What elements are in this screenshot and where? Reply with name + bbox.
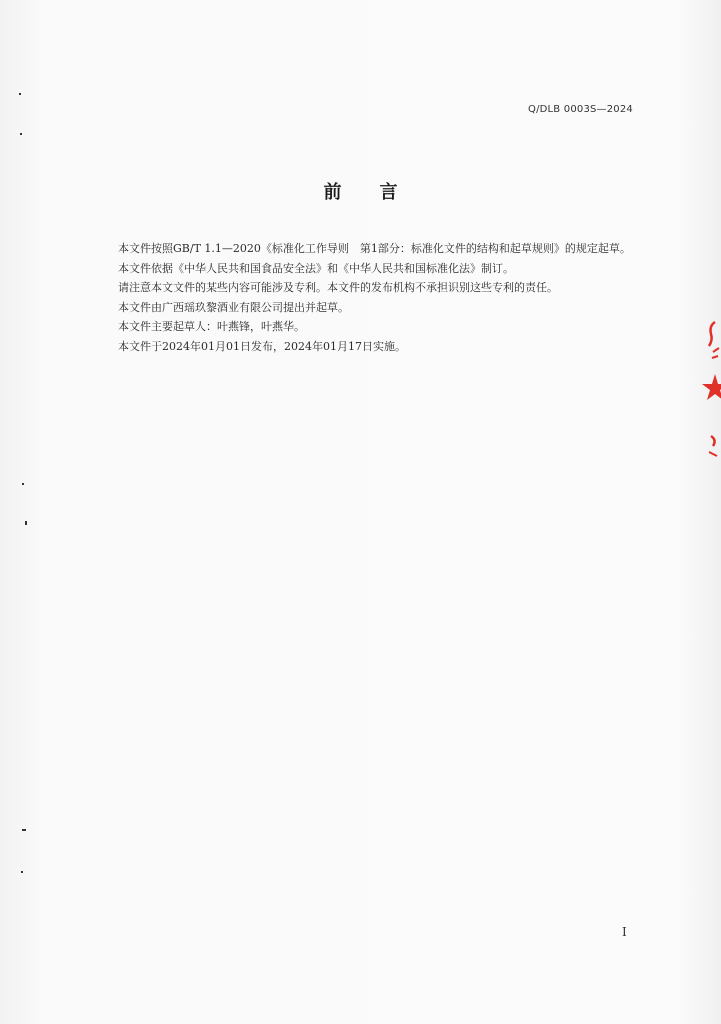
scan-speck xyxy=(20,133,22,135)
paragraph-drafters: 本文件主要起草人：叶燕锋，叶燕华。 xyxy=(118,320,305,333)
paragraph-proposer: 本文件由广西瑶玖黎酒业有限公司提出并起草。 xyxy=(118,300,349,314)
scan-speck xyxy=(19,93,21,95)
paragraph-legal-basis: 本文件依据《中华人民共和国食品安全法》和《中华人民共和国标准化法》制订。 xyxy=(118,261,514,275)
scan-speck xyxy=(22,829,26,831)
scan-speck xyxy=(25,521,27,525)
document-code: Q/DLB 0003S—2024 xyxy=(528,104,633,115)
paragraph-dates: 本文件于2024年01月01日发布，2024年01月17日实施。 xyxy=(118,339,406,353)
red-seal-stamp xyxy=(701,316,721,466)
page-title xyxy=(0,178,721,204)
paragraph-drafting-rules: 本文件按照GB/T 1.1—2020《标准化工作导则 第1部分：标准化文件的结构和起草规则》的规定起草。 xyxy=(118,242,631,255)
title-char-1: 前 xyxy=(323,182,342,203)
paragraph-patent-notice: 请注意本文文件的某些内容可能涉及专利。本文件的发布机构不承担识别这些专利的责任。 xyxy=(118,281,558,294)
title-char-2: 言 xyxy=(379,182,398,203)
scan-speck xyxy=(22,483,24,485)
scan-speck xyxy=(21,871,23,873)
foreword-body xyxy=(90,239,634,356)
page-number: I xyxy=(622,925,627,939)
